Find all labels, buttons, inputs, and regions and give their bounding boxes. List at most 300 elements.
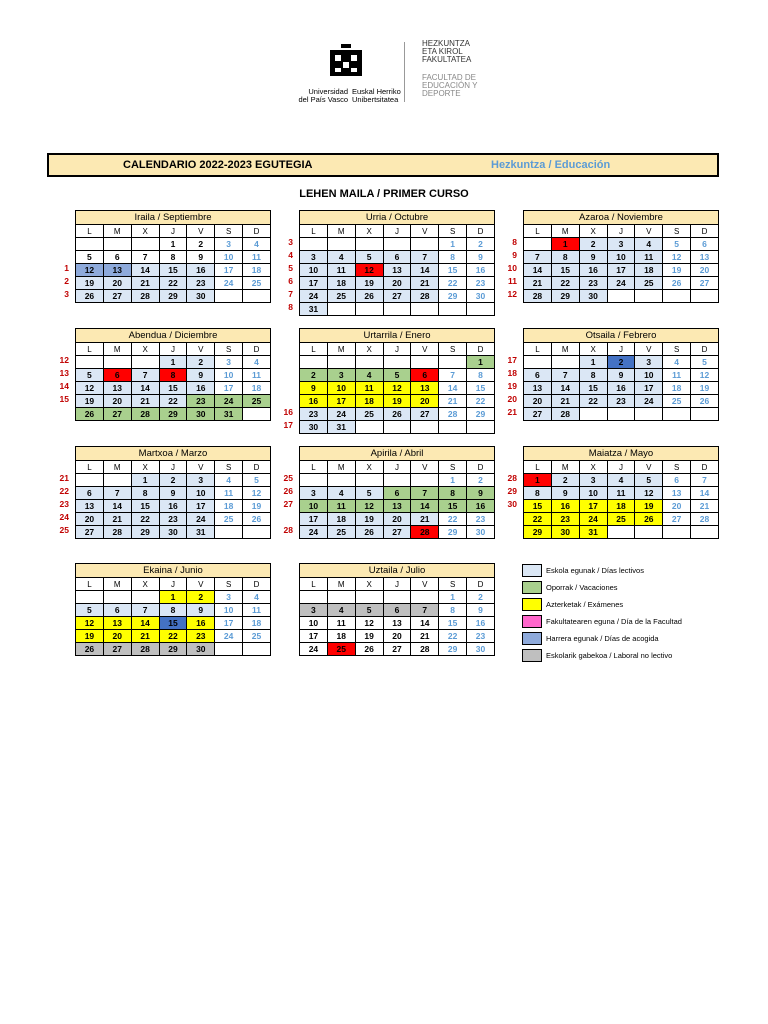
day-cell: 5 — [243, 474, 271, 487]
day-cell: 23 — [467, 277, 495, 290]
day-cell: 17 — [327, 395, 355, 408]
day-cell: 30 — [300, 421, 328, 434]
day-cell: 21 — [691, 500, 719, 513]
day-cell: 6 — [524, 369, 552, 382]
day-cell: 3 — [215, 591, 243, 604]
week-row — [76, 264, 271, 277]
week-number: 17 — [507, 355, 517, 365]
day-cell: 21 — [131, 630, 159, 643]
day-header: J — [159, 461, 187, 474]
month-table — [523, 224, 719, 303]
day-cell: 18 — [355, 395, 383, 408]
day-cell: 16 — [187, 264, 215, 277]
day-cell: 20 — [383, 513, 411, 526]
day-cell — [355, 591, 383, 604]
day-cell: 3 — [215, 356, 243, 369]
day-header: X — [355, 343, 383, 356]
day-cell: 14 — [524, 264, 552, 277]
day-header: S — [439, 343, 467, 356]
day-cell — [355, 421, 383, 434]
day-cell: 6 — [383, 487, 411, 500]
week-row — [300, 591, 495, 604]
day-header: M — [103, 461, 131, 474]
day-header: L — [76, 225, 104, 238]
day-cell: 2 — [607, 356, 635, 369]
day-cell: 7 — [131, 369, 159, 382]
week-number: 18 — [507, 368, 517, 378]
day-cell — [300, 238, 328, 251]
month-9 — [75, 563, 271, 656]
day-cell: 31 — [327, 421, 355, 434]
day-cell: 5 — [355, 251, 383, 264]
day-cell: 22 — [439, 277, 467, 290]
day-cell: 31 — [300, 303, 328, 316]
legend-swatch — [522, 632, 542, 645]
day-cell: 25 — [327, 643, 355, 656]
day-cell: 5 — [355, 487, 383, 500]
legend-item — [522, 648, 722, 663]
day-cell: 10 — [215, 251, 243, 264]
day-cell: 23 — [467, 513, 495, 526]
day-header: S — [663, 461, 691, 474]
day-cell: 27 — [103, 643, 131, 656]
day-cell — [467, 421, 495, 434]
day-cell: 30 — [579, 290, 607, 303]
week-number: 13 — [59, 368, 69, 378]
day-cell: 29 — [439, 643, 467, 656]
day-header: S — [215, 578, 243, 591]
day-cell: 22 — [467, 395, 495, 408]
day-cell — [663, 290, 691, 303]
day-cell: 16 — [187, 382, 215, 395]
day-cell: 6 — [383, 251, 411, 264]
day-header: S — [439, 461, 467, 474]
day-cell: 25 — [635, 277, 663, 290]
day-cell: 22 — [159, 630, 187, 643]
week-number: 8 — [512, 237, 517, 247]
week-number: 21 — [59, 473, 69, 483]
day-cell: 14 — [439, 382, 467, 395]
day-cell — [327, 474, 355, 487]
month-1 — [299, 210, 495, 316]
day-header: J — [159, 578, 187, 591]
day-header: V — [411, 461, 439, 474]
day-cell: 9 — [467, 487, 495, 500]
day-cell: 9 — [607, 369, 635, 382]
day-cell: 22 — [159, 277, 187, 290]
legend-label: Oporrak / Vacaciones — [546, 583, 618, 592]
day-cell — [243, 643, 271, 656]
month-table — [75, 460, 271, 539]
day-cell: 10 — [215, 604, 243, 617]
day-cell — [76, 238, 104, 251]
day-cell: 4 — [327, 487, 355, 500]
day-header: V — [187, 343, 215, 356]
day-cell: 7 — [131, 251, 159, 264]
day-cell: 15 — [439, 617, 467, 630]
day-header: V — [411, 225, 439, 238]
week-number: 22 — [59, 486, 69, 496]
day-cell — [327, 591, 355, 604]
day-header: L — [300, 225, 328, 238]
month-table — [523, 460, 719, 539]
day-cell: 25 — [243, 277, 271, 290]
day-cell: 10 — [300, 617, 328, 630]
day-header: X — [579, 461, 607, 474]
day-cell: 15 — [579, 382, 607, 395]
day-cell — [76, 591, 104, 604]
day-cell — [215, 643, 243, 656]
day-cell — [300, 474, 328, 487]
day-header: V — [635, 461, 663, 474]
day-cell: 1 — [439, 474, 467, 487]
day-cell: 2 — [187, 356, 215, 369]
day-header: J — [383, 461, 411, 474]
day-cell: 5 — [663, 238, 691, 251]
day-cell: 28 — [411, 290, 439, 303]
day-cell: 6 — [691, 238, 719, 251]
day-cell: 4 — [215, 474, 243, 487]
legend-swatch — [522, 649, 542, 662]
week-row — [524, 500, 719, 513]
day-cell: 8 — [439, 487, 467, 500]
week-row — [76, 382, 271, 395]
month-0 — [75, 210, 271, 303]
month-table — [75, 342, 271, 421]
month-table — [299, 460, 495, 539]
day-header: L — [524, 461, 552, 474]
day-cell — [300, 356, 328, 369]
day-cell: 4 — [327, 604, 355, 617]
day-cell: 1 — [439, 591, 467, 604]
day-cell: 27 — [76, 526, 104, 539]
day-cell: 12 — [355, 500, 383, 513]
day-header: M — [103, 578, 131, 591]
university-logo — [296, 40, 486, 110]
week-row — [300, 277, 495, 290]
week-row — [76, 513, 271, 526]
day-cell: 17 — [300, 277, 328, 290]
day-cell: 30 — [187, 408, 215, 421]
week-row — [524, 264, 719, 277]
day-cell: 10 — [187, 487, 215, 500]
day-cell — [131, 238, 159, 251]
month-3 — [75, 328, 271, 421]
week-row — [300, 604, 495, 617]
week-row — [76, 277, 271, 290]
day-cell: 26 — [355, 290, 383, 303]
day-header: V — [635, 225, 663, 238]
day-cell: 5 — [76, 604, 104, 617]
month-table — [299, 342, 495, 434]
day-cell: 6 — [103, 369, 131, 382]
day-cell: 6 — [103, 251, 131, 264]
day-cell: 13 — [691, 251, 719, 264]
day-cell: 29 — [439, 290, 467, 303]
day-cell: 26 — [383, 408, 411, 421]
day-cell: 21 — [411, 277, 439, 290]
day-cell: 12 — [383, 382, 411, 395]
day-cell: 24 — [579, 513, 607, 526]
day-cell: 13 — [103, 382, 131, 395]
day-cell: 28 — [439, 408, 467, 421]
day-cell: 16 — [467, 617, 495, 630]
day-header: J — [607, 461, 635, 474]
day-cell: 24 — [327, 408, 355, 421]
month-title: Maiatza / Mayo — [523, 446, 719, 460]
day-cell: 1 — [159, 356, 187, 369]
day-cell: 25 — [215, 513, 243, 526]
day-cell: 12 — [76, 382, 104, 395]
day-header: L — [524, 225, 552, 238]
day-cell: 7 — [551, 369, 579, 382]
week-number: 2 — [64, 276, 69, 286]
day-cell — [663, 526, 691, 539]
day-cell: 15 — [524, 500, 552, 513]
week-number: 25 — [59, 525, 69, 535]
day-header: X — [131, 343, 159, 356]
day-cell: 8 — [159, 369, 187, 382]
day-cell: 17 — [215, 264, 243, 277]
day-cell: 13 — [383, 500, 411, 513]
day-cell — [355, 474, 383, 487]
day-cell: 23 — [300, 408, 328, 421]
week-row — [300, 238, 495, 251]
day-cell: 15 — [439, 264, 467, 277]
day-cell: 19 — [663, 264, 691, 277]
day-cell: 27 — [383, 290, 411, 303]
week-number: 8 — [288, 302, 293, 312]
day-cell: 2 — [467, 591, 495, 604]
day-header: M — [551, 225, 579, 238]
week-number: 1 — [64, 263, 69, 273]
day-cell: 28 — [691, 513, 719, 526]
month-table — [75, 577, 271, 656]
day-cell: 27 — [103, 408, 131, 421]
day-cell: 26 — [635, 513, 663, 526]
month-title: Otsaila / Febrero — [523, 328, 719, 342]
month-2 — [523, 210, 719, 303]
day-cell — [383, 591, 411, 604]
day-cell — [524, 356, 552, 369]
upv-emblem-icon — [326, 44, 366, 82]
day-cell: 17 — [187, 500, 215, 513]
day-cell: 24 — [300, 526, 328, 539]
week-row — [300, 408, 495, 421]
day-cell: 5 — [76, 369, 104, 382]
day-cell: 13 — [103, 264, 131, 277]
day-cell: 27 — [411, 408, 439, 421]
day-cell — [243, 408, 271, 421]
day-cell: 26 — [355, 526, 383, 539]
day-cell: 14 — [103, 500, 131, 513]
legend-swatch — [522, 564, 542, 577]
day-cell: 15 — [551, 264, 579, 277]
day-cell: 26 — [243, 513, 271, 526]
week-row — [300, 369, 495, 382]
day-cell: 25 — [327, 526, 355, 539]
day-cell: 12 — [76, 617, 104, 630]
week-number: 3 — [288, 237, 293, 247]
legend-label: Eskolarik gabekoa / Laboral no lectivo — [546, 651, 673, 660]
day-cell: 22 — [551, 277, 579, 290]
day-cell: 31 — [579, 526, 607, 539]
week-number: 28 — [507, 473, 517, 483]
week-row — [524, 356, 719, 369]
week-row — [76, 591, 271, 604]
day-cell — [467, 303, 495, 316]
day-header: J — [159, 225, 187, 238]
day-cell: 14 — [411, 617, 439, 630]
week-number: 16 — [283, 407, 293, 417]
legend-label: Azterketak / Exámenes — [546, 600, 624, 609]
week-row — [76, 238, 271, 251]
week-row — [300, 382, 495, 395]
faculty-name-es: FACULTAD DE EDUCACIÓN Y DEPORTE — [422, 73, 478, 98]
day-cell: 20 — [103, 395, 131, 408]
day-cell: 9 — [159, 487, 187, 500]
day-cell: 11 — [327, 264, 355, 277]
legend-item — [522, 631, 722, 646]
day-cell: 4 — [663, 356, 691, 369]
day-cell — [579, 408, 607, 421]
day-cell — [635, 408, 663, 421]
day-cell: 18 — [607, 500, 635, 513]
day-cell: 18 — [663, 382, 691, 395]
week-number: 24 — [59, 512, 69, 522]
day-cell: 29 — [439, 526, 467, 539]
day-cell: 19 — [635, 500, 663, 513]
day-cell: 18 — [327, 277, 355, 290]
day-cell: 9 — [579, 251, 607, 264]
day-cell: 21 — [439, 395, 467, 408]
day-cell: 3 — [300, 487, 328, 500]
day-cell: 19 — [76, 630, 104, 643]
day-cell: 16 — [467, 264, 495, 277]
week-row — [76, 526, 271, 539]
week-row — [76, 290, 271, 303]
week-row — [76, 604, 271, 617]
day-header: J — [383, 578, 411, 591]
week-row — [300, 526, 495, 539]
day-cell: 16 — [159, 500, 187, 513]
week-row — [300, 395, 495, 408]
day-cell: 30 — [187, 290, 215, 303]
day-header: L — [300, 461, 328, 474]
month-table — [299, 224, 495, 316]
week-row — [76, 643, 271, 656]
day-header: X — [579, 225, 607, 238]
day-cell: 17 — [215, 617, 243, 630]
week-number: 15 — [59, 394, 69, 404]
day-cell: 2 — [187, 238, 215, 251]
day-cell: 13 — [103, 617, 131, 630]
day-cell — [76, 356, 104, 369]
month-title: Urria / Octubre — [299, 210, 495, 224]
day-cell: 4 — [243, 238, 271, 251]
week-row — [300, 643, 495, 656]
day-cell: 8 — [159, 251, 187, 264]
week-number: 21 — [507, 407, 517, 417]
day-cell: 11 — [327, 500, 355, 513]
day-cell: 17 — [635, 382, 663, 395]
day-cell: 31 — [187, 526, 215, 539]
day-header: S — [439, 578, 467, 591]
day-cell — [327, 238, 355, 251]
day-cell: 19 — [76, 277, 104, 290]
week-row — [300, 251, 495, 264]
day-cell: 19 — [355, 630, 383, 643]
day-cell — [383, 238, 411, 251]
day-cell: 2 — [579, 238, 607, 251]
day-cell: 9 — [187, 251, 215, 264]
day-cell: 15 — [159, 264, 187, 277]
day-header: L — [76, 343, 104, 356]
day-cell: 14 — [131, 264, 159, 277]
week-number: 19 — [507, 381, 517, 391]
month-title: Abendua / Diciembre — [75, 328, 271, 342]
day-cell: 12 — [663, 251, 691, 264]
day-cell — [551, 356, 579, 369]
university-name-es: Universidad del País Vasco — [298, 87, 348, 104]
day-header: S — [663, 343, 691, 356]
day-header: L — [300, 343, 328, 356]
day-header: J — [607, 225, 635, 238]
day-header: J — [383, 343, 411, 356]
day-cell: 28 — [551, 408, 579, 421]
day-cell — [355, 356, 383, 369]
day-cell: 9 — [300, 382, 328, 395]
month-10 — [299, 563, 495, 656]
day-cell: 12 — [691, 369, 719, 382]
day-cell: 30 — [467, 643, 495, 656]
week-row — [524, 526, 719, 539]
day-cell: 29 — [524, 526, 552, 539]
day-header: V — [635, 343, 663, 356]
day-cell — [663, 408, 691, 421]
day-cell: 21 — [524, 277, 552, 290]
day-cell: 18 — [327, 513, 355, 526]
week-number: 30 — [507, 499, 517, 509]
day-header: X — [355, 461, 383, 474]
day-cell — [355, 303, 383, 316]
day-cell: 23 — [187, 630, 215, 643]
day-cell: 8 — [551, 251, 579, 264]
day-cell: 23 — [187, 395, 215, 408]
day-cell — [103, 356, 131, 369]
day-cell: 11 — [663, 369, 691, 382]
day-header: X — [355, 578, 383, 591]
day-cell: 11 — [355, 382, 383, 395]
day-cell — [411, 591, 439, 604]
day-cell: 3 — [579, 474, 607, 487]
day-cell: 27 — [103, 290, 131, 303]
day-header: D — [467, 578, 495, 591]
day-cell: 7 — [691, 474, 719, 487]
month-title: Ekaina / Junio — [75, 563, 271, 577]
day-cell: 17 — [300, 630, 328, 643]
day-header: S — [215, 343, 243, 356]
faculty-name-eu: HEZKUNTZA ETA KIROL FAKULTATEA — [422, 39, 472, 64]
day-cell: 24 — [215, 277, 243, 290]
week-row — [300, 356, 495, 369]
week-row — [300, 264, 495, 277]
day-cell: 27 — [524, 408, 552, 421]
day-cell: 2 — [551, 474, 579, 487]
day-cell: 27 — [383, 643, 411, 656]
day-cell — [103, 238, 131, 251]
day-cell: 26 — [355, 643, 383, 656]
